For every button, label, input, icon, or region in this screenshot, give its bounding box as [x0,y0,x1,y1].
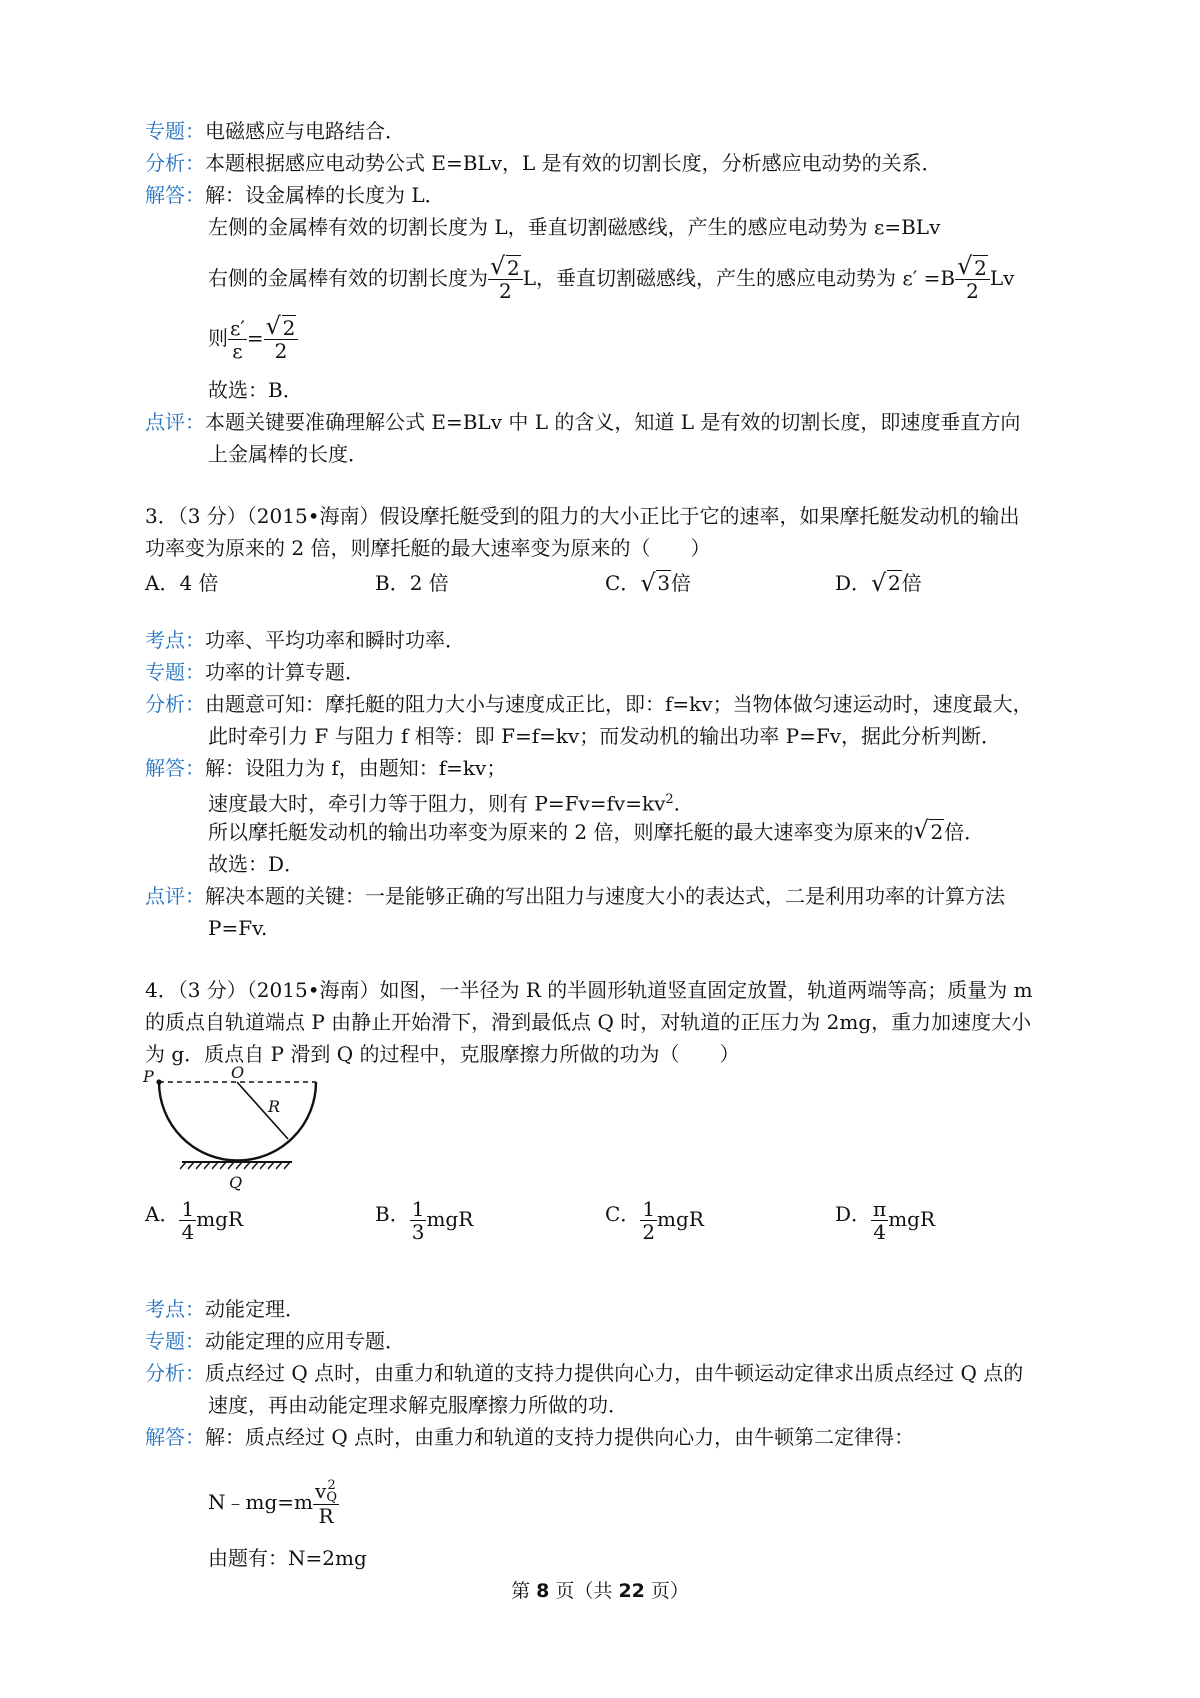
option-label: B．2 倍 [375,571,449,595]
numerator: 1 [181,1197,195,1221]
q4-fenxi-text-2: 速度，再由动能定理求解克服摩擦力所做的功． [208,1393,628,1417]
option-suffix: 倍 [901,571,922,595]
radicand: 2 [930,820,944,844]
option-unit: mgR [426,1207,474,1231]
q3-guxuan-line [208,852,304,876]
option-prefix: D． [835,1202,872,1226]
q4-equation-line [208,1472,339,1532]
q2-jieda-text-2: 左侧的金属棒有效的切割长度为 L，垂直切割磁感线，产生的感应电动势为 ε=BLv [208,215,941,239]
label-o: O [231,1066,245,1082]
option-fraction [640,1198,657,1243]
q2-jieda-text-3a: 右侧的金属棒有效的切割长度为 [208,266,488,290]
option-unit: mgR [196,1207,244,1231]
q4-jieda-text-1: 解：质点经过 Q 点时，由重力和轨道的支持力提供向心力，由牛顿第二定律得： [205,1425,915,1449]
q3-kaodian-text: 功率、平均功率和瞬时功率． [205,628,465,652]
sqrt-symbol [490,257,521,279]
label-zhuanti: 专题： [145,119,205,143]
option-suffix: 倍 [671,571,692,595]
q3-option-a[interactable] [145,567,219,596]
q3-fenxi-line [145,692,1033,716]
q2-zhuanti-text: 电磁感应与电路结合． [205,119,405,143]
q3-option-d[interactable] [835,567,922,596]
q3-jieda-line [145,756,506,780]
label-zhuanti: 专题： [145,1329,205,1353]
q2-dianping-line-2 [208,442,368,466]
q2-jieda-text-3c: Lv [989,266,1015,290]
fraction-sqrt2-over-2 [488,257,523,302]
sqrt-symbol [913,820,944,844]
denominator: ε [232,339,243,363]
option-prefix: B． [375,1202,410,1226]
q3-fenxi-text-1: 由题意可知：摩托艇的阻力大小与速度成正比，即：f=kv；当物体做匀速运动时，速度最大， [205,692,1033,716]
q3-dianping-line-2 [208,916,267,940]
q3-stem-text-2: 功率变为原来的 2 倍，则摩托艇的最大速率变为原来的（ ） [145,536,711,560]
denominator: 2 [499,279,512,303]
q3-dianping-text-1: 解决本题的关键：一是能够正确的写出阻力与速度大小的表达式，二是利用功率的计算方法 [205,884,1005,908]
footer-middle: 页（共 [549,1580,619,1602]
q2-jieda-text-4a: 则 [208,326,228,350]
q2-jieda-line-2 [208,215,940,239]
q2-zhuanti-line [145,119,405,143]
q3-jieda-text-3a: 所以摩托艇发动机的输出功率变为原来的 2 倍，则摩托艇的最大速率变为原来的 [208,820,914,844]
denominator: 2 [642,1220,656,1244]
q4-stem-text-3: 为 g．质点自 P 滑到 Q 的过程中，克服摩擦力所做的功为（ ） [145,1042,740,1066]
numerator: 1 [642,1197,656,1221]
radius-line [237,1082,288,1139]
q2-jieda-text-1: 解：设金属棒的长度为 L． [205,183,445,207]
option-unit: mgR [657,1207,704,1231]
radicand: 3 [657,571,671,595]
denominator: 4 [181,1220,195,1244]
q4-kaodian-line [145,1297,305,1321]
option-label: A．4 倍 [145,571,219,595]
q3-stem-line-2 [145,536,710,560]
numerator: 1 [411,1197,425,1221]
radicand: 2 [507,256,520,280]
denominator: 4 [873,1220,886,1244]
q3-jieda-line-2 [208,788,680,816]
numerator: π [873,1197,887,1221]
label-jieda: 解答： [145,183,205,207]
point-p-dot [156,1079,161,1084]
equals-sign: = [246,326,264,350]
option-unit: mgR [888,1207,936,1231]
label-fenxi: 分析： [145,692,205,716]
velocity-symbol: v [315,1478,327,1503]
q4-kaodian-text: 动能定理． [205,1297,305,1321]
label-zhuanti: 专题： [145,660,205,684]
option-prefix: C． [605,1202,641,1226]
q3-stem-line-1 [145,504,1020,528]
option-fraction [179,1198,196,1243]
q2-jieda-line-3 [208,253,1014,303]
q4-jieda-line-2 [208,1546,367,1570]
equation-fraction [313,1480,339,1528]
page-footer [0,1576,1200,1603]
semicircle-track-figure [140,1066,325,1202]
q4-zhuanti-line [145,1329,405,1353]
numerator [313,1480,339,1506]
q4-stem-text-1: 4．（3 分）（2015•海南）如图，一半径为 R 的半圆形轨道竖直固定放置，轨道两端等高；质量为 m [145,978,1033,1002]
equation-left: N﹣mg=m [208,1490,313,1514]
q4-option-c[interactable] [605,1198,704,1243]
q3-jieda-text-2: 速度最大时，牵引力等于阻力，则有 P=Fv=fv=kv [208,791,666,816]
q3-dianping-line [145,884,1005,908]
sqrt-symbol [957,257,988,279]
ground-hatching [180,1162,290,1169]
q2-guxuan-line [208,378,303,402]
current-page-number: 8 [536,1580,550,1602]
q4-jieda-line [145,1425,914,1449]
option-prefix: D． [835,571,872,595]
label-dianping: 点评： [145,884,205,908]
denominator: R [318,1504,334,1529]
q3-kaodian-line [145,628,465,652]
q3-zhuanti-text: 功率的计算专题． [205,660,365,684]
q2-fenxi-line [145,151,942,175]
denominator: 2 [966,279,979,303]
q4-zhuanti-text: 动能定理的应用专题． [205,1329,405,1353]
q2-dianping-text-2: 上金属棒的长度． [208,442,368,466]
q3-option-c[interactable] [605,567,691,596]
superscript: 2 [665,792,674,807]
q2-answer-choice: 故选：B． [208,378,303,402]
numerator: ε′ [230,316,245,340]
q3-answer-choice: 故选：D． [208,852,305,876]
q4-option-a[interactable] [145,1198,243,1243]
q3-fenxi-text-2: 此时牵引力 F 与阻力 f 相等：即 F=f=kv；而发动机的输出功率 P=Fv，据此分析判断． [208,724,1002,748]
radicand: 2 [974,256,987,280]
label-p: P [143,1067,154,1086]
q3-zhuanti-line [145,660,365,684]
q3-jieda-line-3 [208,820,984,844]
q3-fenxi-line-2 [208,724,1001,748]
sqrt-symbol [266,317,297,339]
q4-fenxi-line-2 [208,1393,628,1417]
q4-stem-line-2 [145,1010,1031,1034]
fraction-eps-ratio [228,317,247,362]
q3-jieda-text-1: 解：设阻力为 f，由题知：f=kv； [205,756,507,780]
q2-fenxi-text: 本题根据感应电动势公式 E=BLv，L 是有效的切割长度，分析感应电动势的关系． [205,151,942,175]
q3-jieda-text-3b: 倍． [944,820,985,844]
q3-stem-text-1: 3．（3 分）（2015•海南）假设摩托艇受到的阻力的大小正比于它的速率，如果摩托艇发动机的输出 [145,504,1020,528]
label-kaodian: 考点： [145,628,205,652]
q2-jieda-line [145,183,445,207]
q4-stem-line-1 [145,978,1033,1002]
q4-jieda-text-2: 由题有：N=2mg [208,1546,367,1570]
q4-option-b[interactable] [375,1198,473,1243]
label-kaodian: 考点： [145,1297,205,1321]
label-fenxi: 分析： [145,151,205,175]
label-r: R [268,1097,281,1116]
footer-prefix: 第 [511,1580,537,1602]
q3-option-b[interactable] [375,567,449,596]
period: . [673,791,681,816]
total-page-count: 22 [618,1580,645,1602]
fraction-sqrt2-over-2-c [264,317,299,362]
q4-option-d[interactable] [835,1198,935,1243]
option-prefix: A． [145,1202,180,1226]
q2-jieda-text-3b: L，垂直切割磁感线，产生的感应电动势为 ε′ =B [522,266,956,290]
q2-jieda-line-4 [208,313,298,363]
q2-dianping-line [145,410,1020,434]
fraction-sqrt2-over-2-b [955,257,990,302]
radicand: 2 [282,316,296,340]
sqrt-symbol [871,571,902,595]
denominator: 3 [411,1220,425,1244]
superscript: 2 [327,1478,336,1494]
q4-stem-line-3 [145,1042,739,1066]
subscript: Q [326,1490,337,1506]
radicand: 2 [888,571,901,595]
q4-fenxi-line [145,1361,1023,1385]
option-fraction [410,1198,427,1243]
q2-dianping-text-1: 本题关键要准确理解公式 E=BLv 中 L 的含义，知道 L 是有效的切割长度，即速度垂直方向 [205,410,1021,434]
label-dianping: 点评： [145,410,205,434]
q3-dianping-text-2: P=Fv. [208,916,268,940]
denominator: 2 [274,339,288,363]
q4-stem-text-2: 的质点自轨道端点 P 由静止开始滑下，滑到最低点 Q 时，对轨道的正压力为 2mg，重力加速度大小 [145,1010,1032,1034]
label-jieda: 解答： [145,756,205,780]
label-fenxi: 分析： [145,1361,205,1385]
option-prefix: C． [605,571,641,595]
label-jieda: 解答： [145,1425,205,1449]
q4-fenxi-text-1: 质点经过 Q 点时，由重力和轨道的支持力提供向心力，由牛顿运动定律求出质点经过 Q 点的 [205,1361,1024,1385]
track-arc [159,1082,316,1161]
option-fraction [871,1198,888,1243]
footer-suffix: 页） [644,1580,689,1602]
label-q: Q [229,1173,243,1192]
sqrt-symbol [640,571,671,595]
